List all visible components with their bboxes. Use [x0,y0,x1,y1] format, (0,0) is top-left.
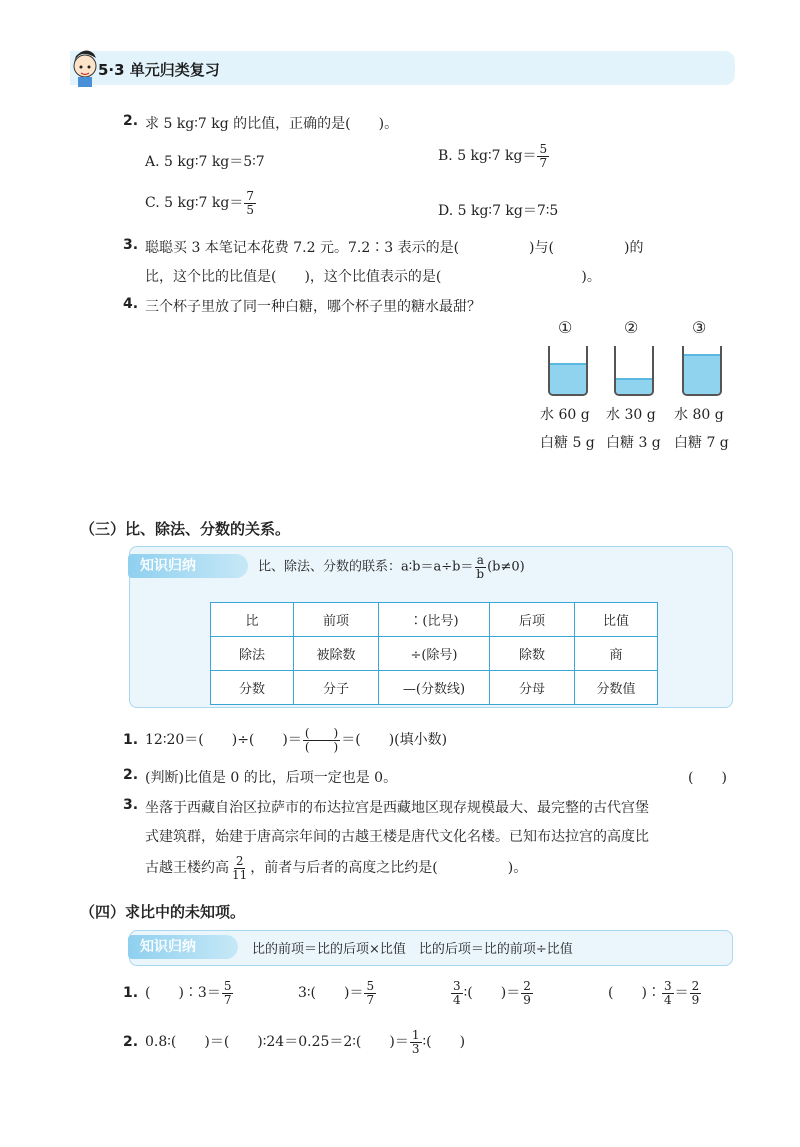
q3-line2: 比，这个比的比值是( )，这个比值表示的是( )。 [145,269,601,285]
s4-q1-c [450,975,534,1011]
s4-q1-d-eq: ＝ [674,985,689,1001]
s4-q1-d-fraction2: $\frac{2}{9}$ [691,978,700,1007]
section3-rule-condition: (b≠0) [487,559,525,575]
s4-q1-a [145,975,234,1011]
cup1-water-text: 水 60 g [540,407,590,423]
cup1-sugar-text: 白糖 5 g [540,435,595,451]
table-cell: ÷(除号) [379,637,490,671]
cup3-water-text: 水 80 g [674,407,724,423]
q3-number: 3. [123,237,139,253]
section3-rule [258,554,525,580]
s4-q1-c-fraction1: $\frac{3}{4}$ [453,978,461,1007]
s4-q2-fraction: $\frac{1}{3}$ [411,1027,420,1056]
cup2-glass [614,346,654,396]
s3-q1-text: 12∶20＝( )÷( )＝ [145,732,302,748]
section4-rule: 比的前项＝比的后项×比值 比的后项＝比的前项÷比值 [252,942,573,957]
table-cell: 商 [575,637,658,671]
q2-option-b-text: B. 5 kg∶7 kg＝ [438,148,537,165]
q2-option-c-fraction: $\frac{7}{5}$ [246,189,255,217]
s4-q1-b-text: 3∶( )＝ [298,985,364,1001]
cup2-label: ② [624,318,639,337]
s3-q3-fraction: $\frac{2}{11}$ [232,853,248,882]
section3-title: （三）比、除法、分数的关系。 [80,520,291,538]
table-cell: 分母 [490,671,575,705]
s4-q1-a-text: ( )∶3＝ [145,985,221,1001]
header-title: 5·3 单元归类复习 [98,61,220,79]
s3-q2-text: (判断)比值是 0 的比，后项一定也是 0。 [145,770,398,786]
q2-option-c-text: C. 5 kg∶7 kg＝ [145,195,244,212]
table-cell: 后项 [490,603,575,637]
table-cell: 分数 [211,671,294,705]
cup2-water-text: 水 30 g [606,407,656,423]
s3-q3-line1: 坐落于西藏自治区拉萨市的布达拉宫是西藏地区现存规模最大、最完整的古代宫堡 [145,800,649,816]
s3-q2-number: 2. [123,767,139,783]
table-cell: 前项 [294,603,379,637]
relation-table [210,602,658,705]
s4-q2-number: 2. [123,1034,139,1050]
s4-q2 [145,1024,465,1060]
s3-q1-number: 1. [123,732,139,748]
q2-option-a[interactable]: A. 5 kg∶7 kg＝5∶7 [145,154,265,170]
section4-title: （四）求比中的未知项。 [80,903,246,921]
table-cell: 除数 [490,637,575,671]
section3-tag: 知识归纳 [128,554,248,578]
q3-line1: 聪聪买 3 本笔记本花费 7.2 元。7.2∶3 表示的是( )与( )的 [145,240,644,256]
cup2-water [616,378,652,394]
s4-q1-b-fraction: $\frac{5}{7}$ [366,978,375,1007]
table-cell: —(分数线) [379,671,490,705]
cup3-glass [682,346,722,396]
s3-q3-number: 3. [123,797,139,813]
cup1-label: ① [558,318,573,337]
q2-option-b[interactable] [438,143,550,169]
s4-q1-number: 1. [123,985,139,1001]
s4-q1-c-fraction2: $\frac{2}{9}$ [523,978,531,1007]
q2-option-b-fraction: $\frac{5}{7}$ [539,142,548,170]
cup3-water [684,354,720,394]
cup3-sugar-text: 白糖 7 g [674,435,729,451]
table-cell: 被除数 [294,637,379,671]
s3-q1-fraction: $\frac{( )}{( )}$ [304,725,339,754]
s3-q3-line2: 式建筑群，始建于唐高宗年间的古越王楼是唐代文化名楼。已知布达拉宫的高度比 [145,829,649,845]
s3-q3-line3 [145,850,527,886]
table-row [211,671,658,705]
table-cell: 分数值 [575,671,658,705]
table-cell: 比 [211,603,294,637]
cup1-water [550,363,586,394]
q2-number: 2. [123,113,139,129]
q4-number: 4. [123,296,139,312]
q2-stem: 求 5 kg∶7 kg 的比值，正确的是( )。 [145,116,399,132]
table-cell: 比值 [575,603,658,637]
s4-q1-b [298,975,377,1011]
cup3-label: ③ [692,318,707,337]
q4-stem: 三个杯子里放了同一种白糖，哪个杯子里的糖水最甜？ [145,299,481,315]
section4-tag: 知识归纳 [128,935,238,959]
s3-q2-answer-paren[interactable]: ( ) [688,770,727,786]
s4-q1-c-text: ∶( )＝ [463,985,521,1001]
q2-option-c[interactable] [145,190,257,216]
table-row [211,603,658,637]
table-cell: 除法 [211,637,294,671]
s4-q2-suffix: ∶( ) [422,1034,466,1050]
section3-rule-text: 比、除法、分数的联系：a∶b＝a÷b＝ [258,559,474,575]
s4-q2-text: 0.8∶( )＝( )∶24＝0.25＝2∶( )＝ [145,1034,409,1050]
s4-q1-d-text: ( )∶ [608,985,661,1001]
cup1-glass [548,346,588,396]
table-cell: 分子 [294,671,379,705]
section3-rule-fraction: $\frac{a}{b}$ [476,553,485,581]
q2-option-d[interactable]: D. 5 kg∶7 kg＝7∶5 [438,203,559,219]
s3-q3-line3-text: 古越王楼约高 [145,860,229,876]
s4-q1-d-fraction1: $\frac{3}{4}$ [663,978,672,1007]
s3-q1 [145,722,447,758]
s4-q1-a-fraction: $\frac{5}{7}$ [223,978,232,1007]
table-row [211,637,658,671]
table-cell: ∶(比号) [379,603,490,637]
cup2-sugar-text: 白糖 3 g [606,435,661,451]
boy-mascot-icon [72,44,98,88]
s3-q1-suffix: ＝( )(填小数) [341,732,448,748]
s3-q3-line3-suffix: ，前者与后者的高度之比约是( )。 [250,860,528,876]
s4-q1-d [608,975,702,1011]
